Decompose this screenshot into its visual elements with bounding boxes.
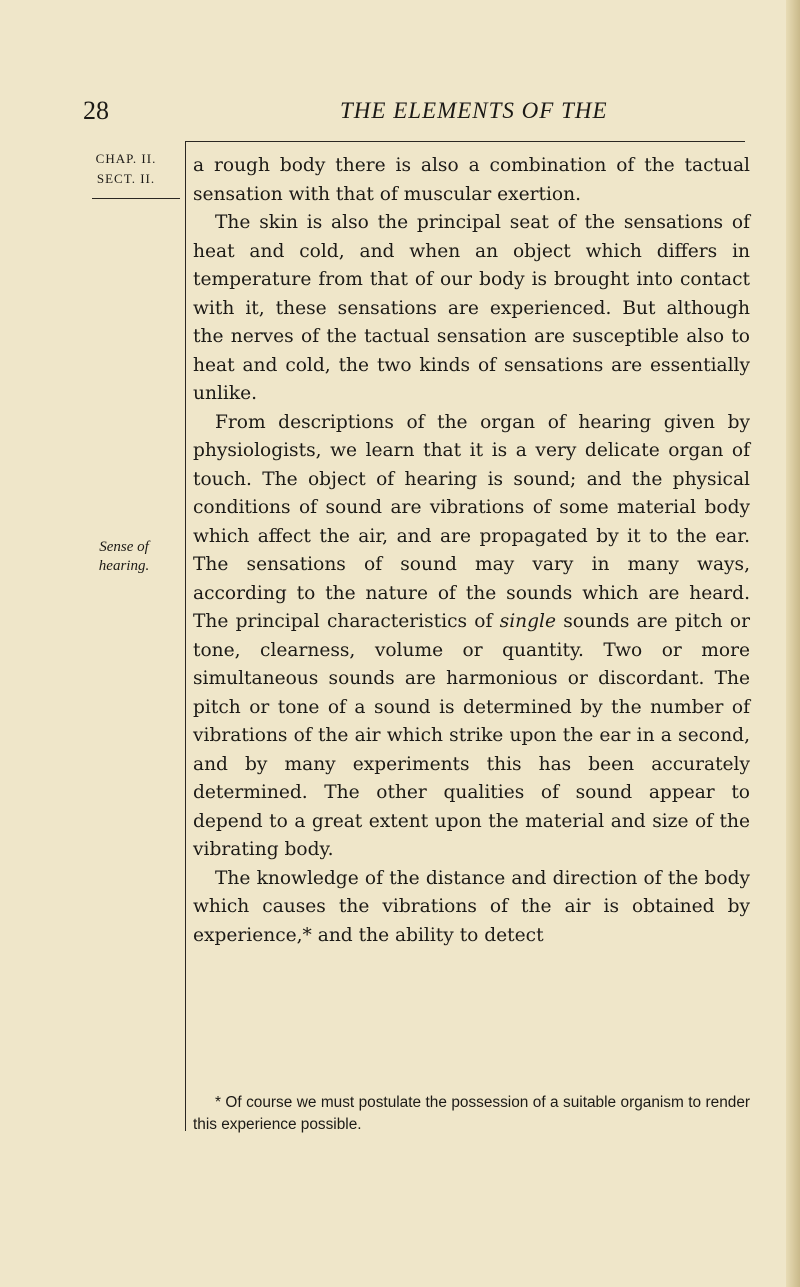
page-number: 28	[83, 96, 109, 125]
marginal-note	[70, 538, 178, 576]
section-rule	[92, 198, 180, 199]
chapter-label: CHAP. II.	[95, 151, 157, 166]
emphasis-single: single	[499, 611, 556, 632]
paragraph-4: The knowledge of the distance and direction of the body which causes the vibrations of the air is obtained by experience,* and the ability to detect	[193, 867, 750, 946]
running-title: THE ELEMENTS OF THE	[340, 98, 608, 123]
marginal-note-line2: hearing.	[98, 558, 150, 574]
paragraph-3	[193, 409, 750, 865]
footnote-text: * Of course we must postulate the possession of a suitable organism to render this experience possible.	[193, 1094, 750, 1133]
paragraph-1: a rough body there is also a combination of the tactual sensation with that of muscular exertion.	[193, 155, 750, 205]
marginal-note-line1: Sense of	[99, 539, 149, 555]
paragraph-3-part-a: From descriptions of the organ of hearing given by physiologists, we learn that it is a very delicate organ of touch. The object of hearing is sound; and the physical conditions of sound are vibrations of some material body which affect the air, and are propagated by it to the ear. The sensations of sound may vary in many ways, according to the nature of the sounds which are heard. The principal characteristics of	[193, 411, 750, 632]
page-header	[0, 96, 800, 130]
footnote	[193, 1092, 750, 1136]
page-edge	[786, 0, 800, 1287]
section-label: SECT. II.	[96, 171, 156, 186]
header-rule	[185, 141, 745, 142]
paragraph-3-part-b: sounds are pitch or tone, clearness, volume or quantity. Two or more simultaneous sounds are harmonious or discordant. The pitch or tone of a sound is determined by the number of vibrations of the air which strike upon the ear in a second, and by many experiments this has been accurately determined. The other qualities of sound appear to depend to a great extent upon the material and size of the vibrating body.	[193, 611, 750, 860]
body-text	[193, 152, 750, 950]
margin-rule	[185, 141, 186, 1131]
paragraph-2: The skin is also the principal seat of the sensations of heat and cold, and when an object which differs in temperature from that of our body is brought into contact with it, these sensations are experienced. But although the nerves of the tactual sensation are susceptible also to heat and cold, the two kinds of sensations are essentially unlike.	[193, 212, 750, 404]
